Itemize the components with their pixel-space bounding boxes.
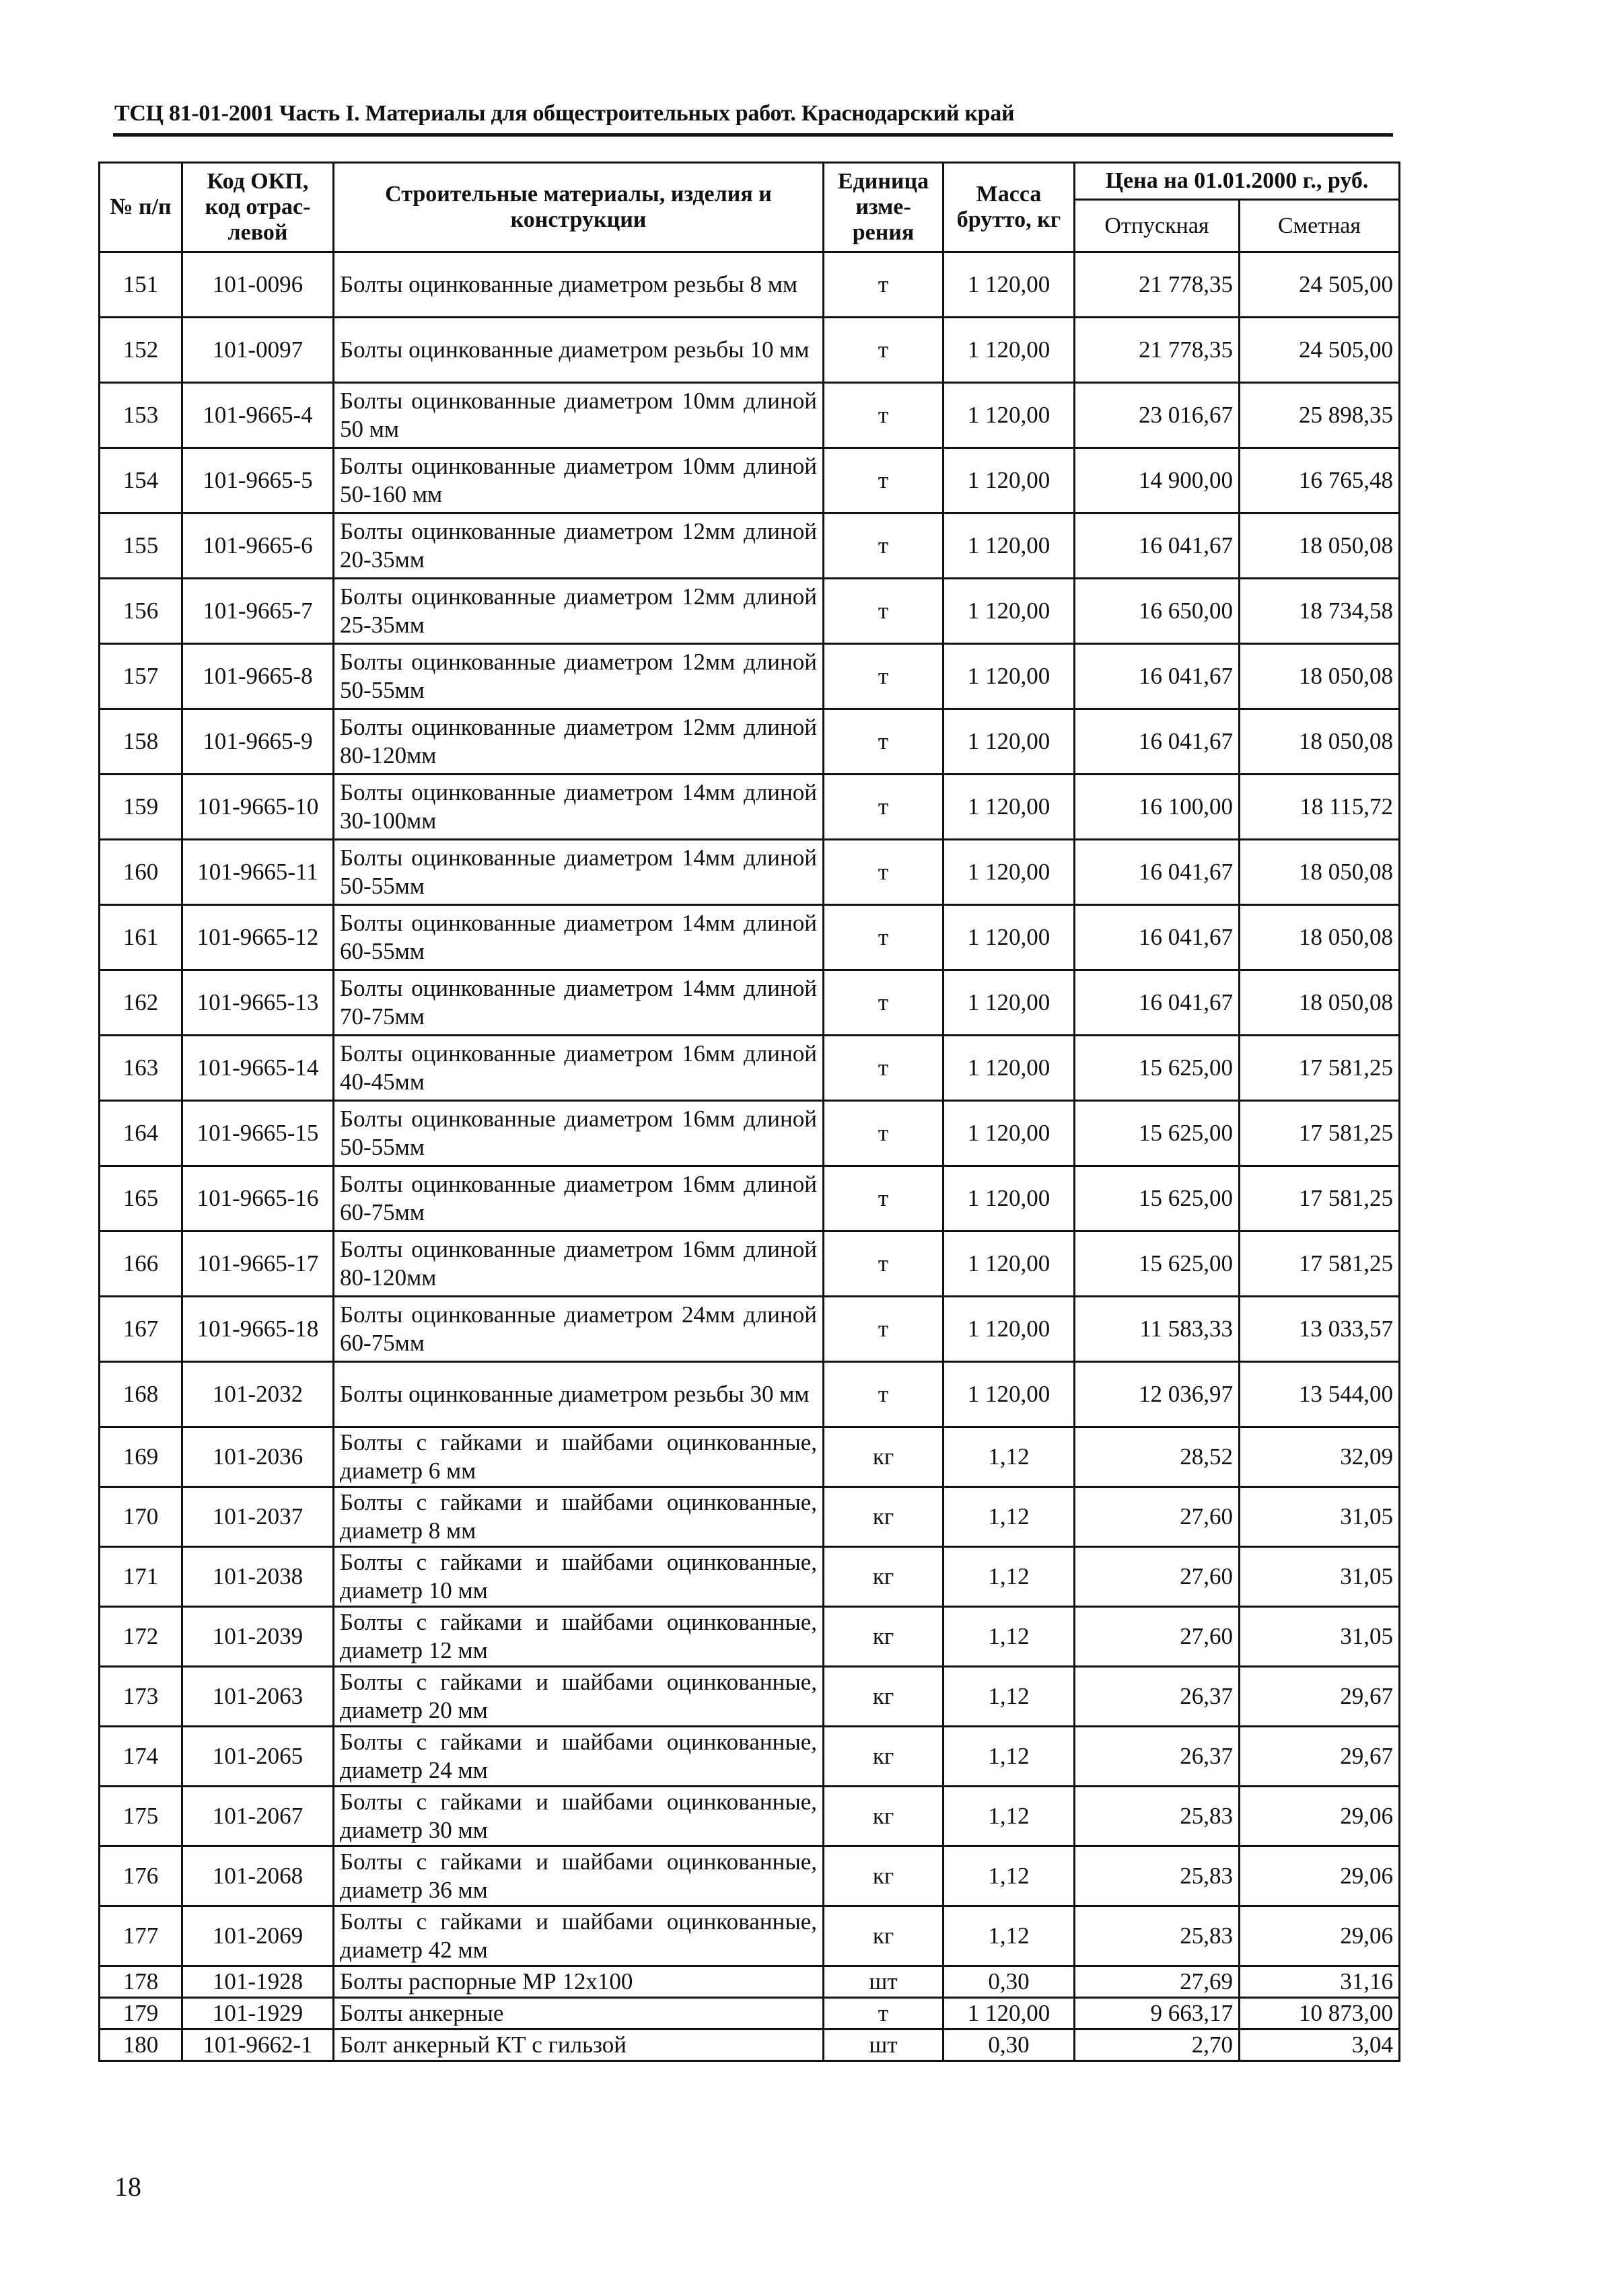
cell-code: 101-0097 [182, 318, 334, 383]
cell-num: 159 [100, 775, 182, 840]
cell-code: 101-9665-5 [182, 448, 334, 513]
cell-name: Болты оцинкованные диаметром 16мм длиной 80-120мм [334, 1231, 824, 1297]
table-row [100, 1727, 1400, 1787]
cell-code: 101-2039 [182, 1607, 334, 1667]
cell-code: 101-2037 [182, 1487, 334, 1547]
cell-price-estimate: 18 734,58 [1240, 579, 1400, 644]
col-header-num: № п/п [100, 163, 182, 252]
cell-price-estimate: 31,16 [1240, 1966, 1400, 1998]
cell-price-release: 26,37 [1075, 1667, 1240, 1727]
cell-unit: шт [824, 1966, 943, 1998]
cell-code: 101-9665-12 [182, 905, 334, 970]
cell-mass: 1,12 [943, 1547, 1075, 1607]
cell-price-release: 25,83 [1075, 1906, 1240, 1966]
cell-price-release: 25,83 [1075, 1787, 1240, 1846]
cell-price-estimate: 31,05 [1240, 1487, 1400, 1547]
cell-unit: т [824, 1362, 943, 1427]
cell-price-release: 27,60 [1075, 1547, 1240, 1607]
cell-unit: т [824, 840, 943, 905]
table-row [100, 1166, 1400, 1231]
cell-num: 152 [100, 318, 182, 383]
table-row [100, 513, 1400, 579]
cell-mass: 1,12 [943, 1727, 1075, 1787]
table-row [100, 1297, 1400, 1362]
cell-name: Болты оцинкованные диаметром резьбы 10 мм [334, 318, 824, 383]
cell-price-estimate: 25 898,35 [1240, 383, 1400, 448]
cell-name: Болты с гайками и шайбами оцинкованные, диаметр 12 мм [334, 1607, 824, 1667]
table-row [100, 1966, 1400, 1998]
table-row [100, 1787, 1400, 1846]
table-row [100, 970, 1400, 1036]
col-header-name: Строительные материалы, изделия и конструкции [334, 163, 824, 252]
cell-price-release: 23 016,67 [1075, 383, 1240, 448]
cell-unit: шт [824, 2030, 943, 2061]
cell-name: Болты с гайками и шайбами оцинкованные, диаметр 6 мм [334, 1427, 824, 1487]
cell-price-release: 28,52 [1075, 1427, 1240, 1487]
cell-name: Болты с гайками и шайбами оцинкованные, диаметр 42 мм [334, 1906, 824, 1966]
cell-price-estimate: 18 050,08 [1240, 709, 1400, 775]
col-header-price-release: Отпускная [1075, 200, 1240, 252]
cell-mass: 1 120,00 [943, 1297, 1075, 1362]
cell-name: Болты с гайками и шайбами оцинкованные, диаметр 8 мм [334, 1487, 824, 1547]
cell-mass: 1,12 [943, 1846, 1075, 1906]
cell-num: 173 [100, 1667, 182, 1727]
cell-mass: 1 120,00 [943, 252, 1075, 318]
cell-price-release: 27,60 [1075, 1607, 1240, 1667]
cell-num: 153 [100, 383, 182, 448]
cell-num: 171 [100, 1547, 182, 1607]
cell-name: Болты с гайками и шайбами оцинкованные, диаметр 36 мм [334, 1846, 824, 1906]
cell-code: 101-2032 [182, 1362, 334, 1427]
cell-num: 169 [100, 1427, 182, 1487]
cell-mass: 1 120,00 [943, 970, 1075, 1036]
cell-price-release: 9 663,17 [1075, 1998, 1240, 2030]
cell-unit: т [824, 644, 943, 709]
cell-unit: т [824, 252, 943, 318]
cell-price-release: 15 625,00 [1075, 1101, 1240, 1166]
cell-mass: 1 120,00 [943, 905, 1075, 970]
cell-code: 101-9665-8 [182, 644, 334, 709]
cell-num: 162 [100, 970, 182, 1036]
cell-num: 158 [100, 709, 182, 775]
cell-mass: 1 120,00 [943, 1166, 1075, 1231]
table-row [100, 1427, 1400, 1487]
cell-unit: т [824, 1101, 943, 1166]
cell-unit: кг [824, 1547, 943, 1607]
cell-price-estimate: 18 050,08 [1240, 970, 1400, 1036]
cell-code: 101-9662-1 [182, 2030, 334, 2061]
cell-num: 176 [100, 1846, 182, 1906]
cell-price-release: 15 625,00 [1075, 1166, 1240, 1231]
cell-price-estimate: 3,04 [1240, 2030, 1400, 2061]
table-row [100, 1101, 1400, 1166]
cell-num: 174 [100, 1727, 182, 1787]
cell-num: 179 [100, 1998, 182, 2030]
cell-mass: 1 120,00 [943, 513, 1075, 579]
cell-code: 101-9665-13 [182, 970, 334, 1036]
cell-price-release: 26,37 [1075, 1727, 1240, 1787]
cell-name: Болты с гайками и шайбами оцинкованные, диаметр 24 мм [334, 1727, 824, 1787]
cell-code: 101-9665-14 [182, 1036, 334, 1101]
table-row [100, 383, 1400, 448]
col-header-unit: Единица изме-рения [824, 163, 943, 252]
cell-num: 157 [100, 644, 182, 709]
cell-name: Болты распорные МР 12х100 [334, 1966, 824, 1998]
cell-code: 101-9665-17 [182, 1231, 334, 1297]
page-header-title: ТСЦ 81-01-2001 Часть I. Материалы для общестроительных работ. Краснодарский край [114, 101, 1015, 126]
cell-price-release: 16 100,00 [1075, 775, 1240, 840]
cell-num: 156 [100, 579, 182, 644]
cell-num: 168 [100, 1362, 182, 1427]
cell-mass: 1,12 [943, 1427, 1075, 1487]
table-row [100, 1547, 1400, 1607]
cell-unit: т [824, 1036, 943, 1101]
table-row [100, 1231, 1400, 1297]
cell-code: 101-0096 [182, 252, 334, 318]
col-header-price-group: Цена на 01.01.2000 г., руб. [1075, 163, 1400, 200]
col-header-mass: Масса брутто, кг [943, 163, 1075, 252]
cell-name: Болты оцинкованные диаметром 14мм длиной 70-75мм [334, 970, 824, 1036]
cell-price-estimate: 17 581,25 [1240, 1036, 1400, 1101]
cell-name: Болты оцинкованные диаметром 14мм длиной 60-55мм [334, 905, 824, 970]
table-row [100, 1906, 1400, 1966]
cell-name: Болты оцинкованные диаметром 16мм длиной 40-45мм [334, 1036, 824, 1101]
col-header-code: Код ОКП, код отрас-левой [182, 163, 334, 252]
cell-code: 101-2036 [182, 1427, 334, 1487]
cell-price-estimate: 10 873,00 [1240, 1998, 1400, 2030]
cell-price-release: 16 041,67 [1075, 905, 1240, 970]
cell-num: 172 [100, 1607, 182, 1667]
cell-num: 180 [100, 2030, 182, 2061]
table-row [100, 579, 1400, 644]
cell-name: Болты с гайками и шайбами оцинкованные, диаметр 30 мм [334, 1787, 824, 1846]
cell-mass: 1 120,00 [943, 1231, 1075, 1297]
cell-price-estimate: 16 765,48 [1240, 448, 1400, 513]
cell-unit: т [824, 513, 943, 579]
table-row [100, 448, 1400, 513]
cell-code: 101-2038 [182, 1547, 334, 1607]
cell-unit: кг [824, 1667, 943, 1727]
cell-name: Болты оцинкованные диаметром 16мм длиной 60-75мм [334, 1166, 824, 1231]
cell-price-estimate: 29,06 [1240, 1846, 1400, 1906]
cell-code: 101-2063 [182, 1667, 334, 1727]
cell-price-estimate: 29,67 [1240, 1667, 1400, 1727]
cell-price-release: 27,60 [1075, 1487, 1240, 1547]
table-row [100, 644, 1400, 709]
cell-mass: 1 120,00 [943, 644, 1075, 709]
table-row [100, 775, 1400, 840]
cell-price-estimate: 29,06 [1240, 1906, 1400, 1966]
table-row [100, 1487, 1400, 1547]
table-row [100, 1998, 1400, 2030]
table-row [100, 840, 1400, 905]
header-divider [113, 133, 1393, 137]
cell-code: 101-1928 [182, 1966, 334, 1998]
page-number: 18 [114, 2172, 141, 2202]
cell-price-estimate: 17 581,25 [1240, 1101, 1400, 1166]
cell-name: Болты оцинкованные диаметром 12мм длиной 50-55мм [334, 644, 824, 709]
cell-mass: 1,12 [943, 1787, 1075, 1846]
cell-price-release: 16 041,67 [1075, 840, 1240, 905]
cell-price-release: 25,83 [1075, 1846, 1240, 1906]
cell-num: 177 [100, 1906, 182, 1966]
cell-unit: т [824, 383, 943, 448]
cell-unit: т [824, 448, 943, 513]
cell-num: 155 [100, 513, 182, 579]
cell-num: 163 [100, 1036, 182, 1101]
cell-price-estimate: 32,09 [1240, 1427, 1400, 1487]
cell-mass: 1 120,00 [943, 1998, 1075, 2030]
cell-price-estimate: 31,05 [1240, 1607, 1400, 1667]
cell-unit: кг [824, 1906, 943, 1966]
cell-code: 101-9665-4 [182, 383, 334, 448]
cell-mass: 1 120,00 [943, 1362, 1075, 1427]
cell-name: Болты оцинкованные диаметром 12мм длиной 20-35мм [334, 513, 824, 579]
cell-unit: т [824, 318, 943, 383]
cell-num: 170 [100, 1487, 182, 1547]
cell-name: Болты анкерные [334, 1998, 824, 2030]
cell-price-estimate: 18 050,08 [1240, 905, 1400, 970]
table-body [100, 252, 1400, 2061]
cell-num: 166 [100, 1231, 182, 1297]
cell-price-release: 27,69 [1075, 1966, 1240, 1998]
table-row [100, 1362, 1400, 1427]
cell-code: 101-9665-7 [182, 579, 334, 644]
cell-code: 101-2068 [182, 1846, 334, 1906]
cell-price-release: 21 778,35 [1075, 318, 1240, 383]
cell-price-estimate: 17 581,25 [1240, 1231, 1400, 1297]
cell-code: 101-2069 [182, 1906, 334, 1966]
table-row [100, 1667, 1400, 1727]
cell-code: 101-9665-6 [182, 513, 334, 579]
cell-num: 164 [100, 1101, 182, 1166]
cell-price-estimate: 13 033,57 [1240, 1297, 1400, 1362]
cell-mass: 1 120,00 [943, 709, 1075, 775]
cell-price-estimate: 31,05 [1240, 1547, 1400, 1607]
cell-name: Болты оцинкованные диаметром 12мм длиной 80-120мм [334, 709, 824, 775]
table-row [100, 1846, 1400, 1906]
cell-code: 101-9665-9 [182, 709, 334, 775]
cell-price-estimate: 24 505,00 [1240, 318, 1400, 383]
cell-mass: 1,12 [943, 1487, 1075, 1547]
cell-price-release: 16 041,67 [1075, 644, 1240, 709]
cell-mass: 1 120,00 [943, 383, 1075, 448]
table-row [100, 1036, 1400, 1101]
cell-mass: 1,12 [943, 1667, 1075, 1727]
cell-mass: 1 120,00 [943, 448, 1075, 513]
col-header-price-estimate: Сметная [1240, 200, 1400, 252]
cell-unit: кг [824, 1727, 943, 1787]
cell-num: 154 [100, 448, 182, 513]
cell-unit: т [824, 709, 943, 775]
table-row [100, 318, 1400, 383]
cell-code: 101-9665-10 [182, 775, 334, 840]
cell-price-release: 16 041,67 [1075, 513, 1240, 579]
cell-code: 101-2065 [182, 1727, 334, 1787]
cell-price-release: 16 650,00 [1075, 579, 1240, 644]
cell-name: Болты с гайками и шайбами оцинкованные, диаметр 20 мм [334, 1667, 824, 1727]
cell-mass: 1 120,00 [943, 775, 1075, 840]
cell-code: 101-1929 [182, 1998, 334, 2030]
table-row [100, 1607, 1400, 1667]
cell-unit: кг [824, 1427, 943, 1487]
cell-price-estimate: 18 050,08 [1240, 513, 1400, 579]
cell-unit: т [824, 1297, 943, 1362]
cell-unit: т [824, 905, 943, 970]
cell-unit: т [824, 970, 943, 1036]
cell-num: 160 [100, 840, 182, 905]
cell-num: 161 [100, 905, 182, 970]
cell-mass: 1,12 [943, 1906, 1075, 1966]
cell-price-estimate: 24 505,00 [1240, 252, 1400, 318]
cell-price-estimate: 29,06 [1240, 1787, 1400, 1846]
cell-code: 101-9665-18 [182, 1297, 334, 1362]
cell-name: Болты оцинкованные диаметром 24мм длиной 60-75мм [334, 1297, 824, 1362]
cell-price-release: 15 625,00 [1075, 1036, 1240, 1101]
table-row [100, 252, 1400, 318]
cell-unit: т [824, 1231, 943, 1297]
materials-price-table [98, 162, 1400, 2062]
cell-mass: 1 120,00 [943, 1101, 1075, 1166]
cell-name: Болты с гайками и шайбами оцинкованные, диаметр 10 мм [334, 1547, 824, 1607]
cell-price-estimate: 18 050,08 [1240, 840, 1400, 905]
table-row [100, 2030, 1400, 2061]
cell-price-release: 14 900,00 [1075, 448, 1240, 513]
cell-mass: 0,30 [943, 1966, 1075, 1998]
cell-name: Болты оцинкованные диаметром резьбы 30 мм [334, 1362, 824, 1427]
cell-unit: кг [824, 1607, 943, 1667]
cell-code: 101-2067 [182, 1787, 334, 1846]
cell-num: 175 [100, 1787, 182, 1846]
cell-price-release: 12 036,97 [1075, 1362, 1240, 1427]
cell-price-release: 2,70 [1075, 2030, 1240, 2061]
cell-price-estimate: 18 050,08 [1240, 644, 1400, 709]
cell-num: 151 [100, 252, 182, 318]
cell-code: 101-9665-16 [182, 1166, 334, 1231]
cell-mass: 1 120,00 [943, 1036, 1075, 1101]
cell-num: 178 [100, 1966, 182, 1998]
cell-unit: т [824, 579, 943, 644]
cell-num: 165 [100, 1166, 182, 1231]
table-header [100, 163, 1400, 252]
cell-price-release: 11 583,33 [1075, 1297, 1240, 1362]
cell-price-estimate: 18 115,72 [1240, 775, 1400, 840]
cell-num: 167 [100, 1297, 182, 1362]
table-row [100, 709, 1400, 775]
cell-unit: т [824, 1998, 943, 2030]
cell-price-release: 21 778,35 [1075, 252, 1240, 318]
cell-mass: 1 120,00 [943, 840, 1075, 905]
cell-name: Болты оцинкованные диаметром резьбы 8 мм [334, 252, 824, 318]
cell-mass: 1 120,00 [943, 318, 1075, 383]
cell-price-release: 16 041,67 [1075, 970, 1240, 1036]
cell-price-estimate: 17 581,25 [1240, 1166, 1400, 1231]
cell-mass: 1 120,00 [943, 579, 1075, 644]
cell-name: Болты оцинкованные диаметром 10мм длиной 50 мм [334, 383, 824, 448]
cell-unit: т [824, 1166, 943, 1231]
cell-code: 101-9665-11 [182, 840, 334, 905]
cell-price-estimate: 13 544,00 [1240, 1362, 1400, 1427]
cell-mass: 1,12 [943, 1607, 1075, 1667]
cell-name: Болты оцинкованные диаметром 12мм длиной 25-35мм [334, 579, 824, 644]
cell-unit: кг [824, 1487, 943, 1547]
cell-name: Болты оцинкованные диаметром 14мм длиной 30-100мм [334, 775, 824, 840]
cell-price-release: 15 625,00 [1075, 1231, 1240, 1297]
table-row [100, 905, 1400, 970]
cell-name: Болты оцинкованные диаметром 16мм длиной 50-55мм [334, 1101, 824, 1166]
cell-mass: 0,30 [943, 2030, 1075, 2061]
cell-price-estimate: 29,67 [1240, 1727, 1400, 1787]
cell-unit: кг [824, 1846, 943, 1906]
cell-name: Болт анкерный КТ с гильзой [334, 2030, 824, 2061]
cell-name: Болты оцинкованные диаметром 10мм длиной 50-160 мм [334, 448, 824, 513]
cell-code: 101-9665-15 [182, 1101, 334, 1166]
cell-unit: кг [824, 1787, 943, 1846]
cell-price-release: 16 041,67 [1075, 709, 1240, 775]
cell-unit: т [824, 775, 943, 840]
cell-name: Болты оцинкованные диаметром 14мм длиной 50-55мм [334, 840, 824, 905]
